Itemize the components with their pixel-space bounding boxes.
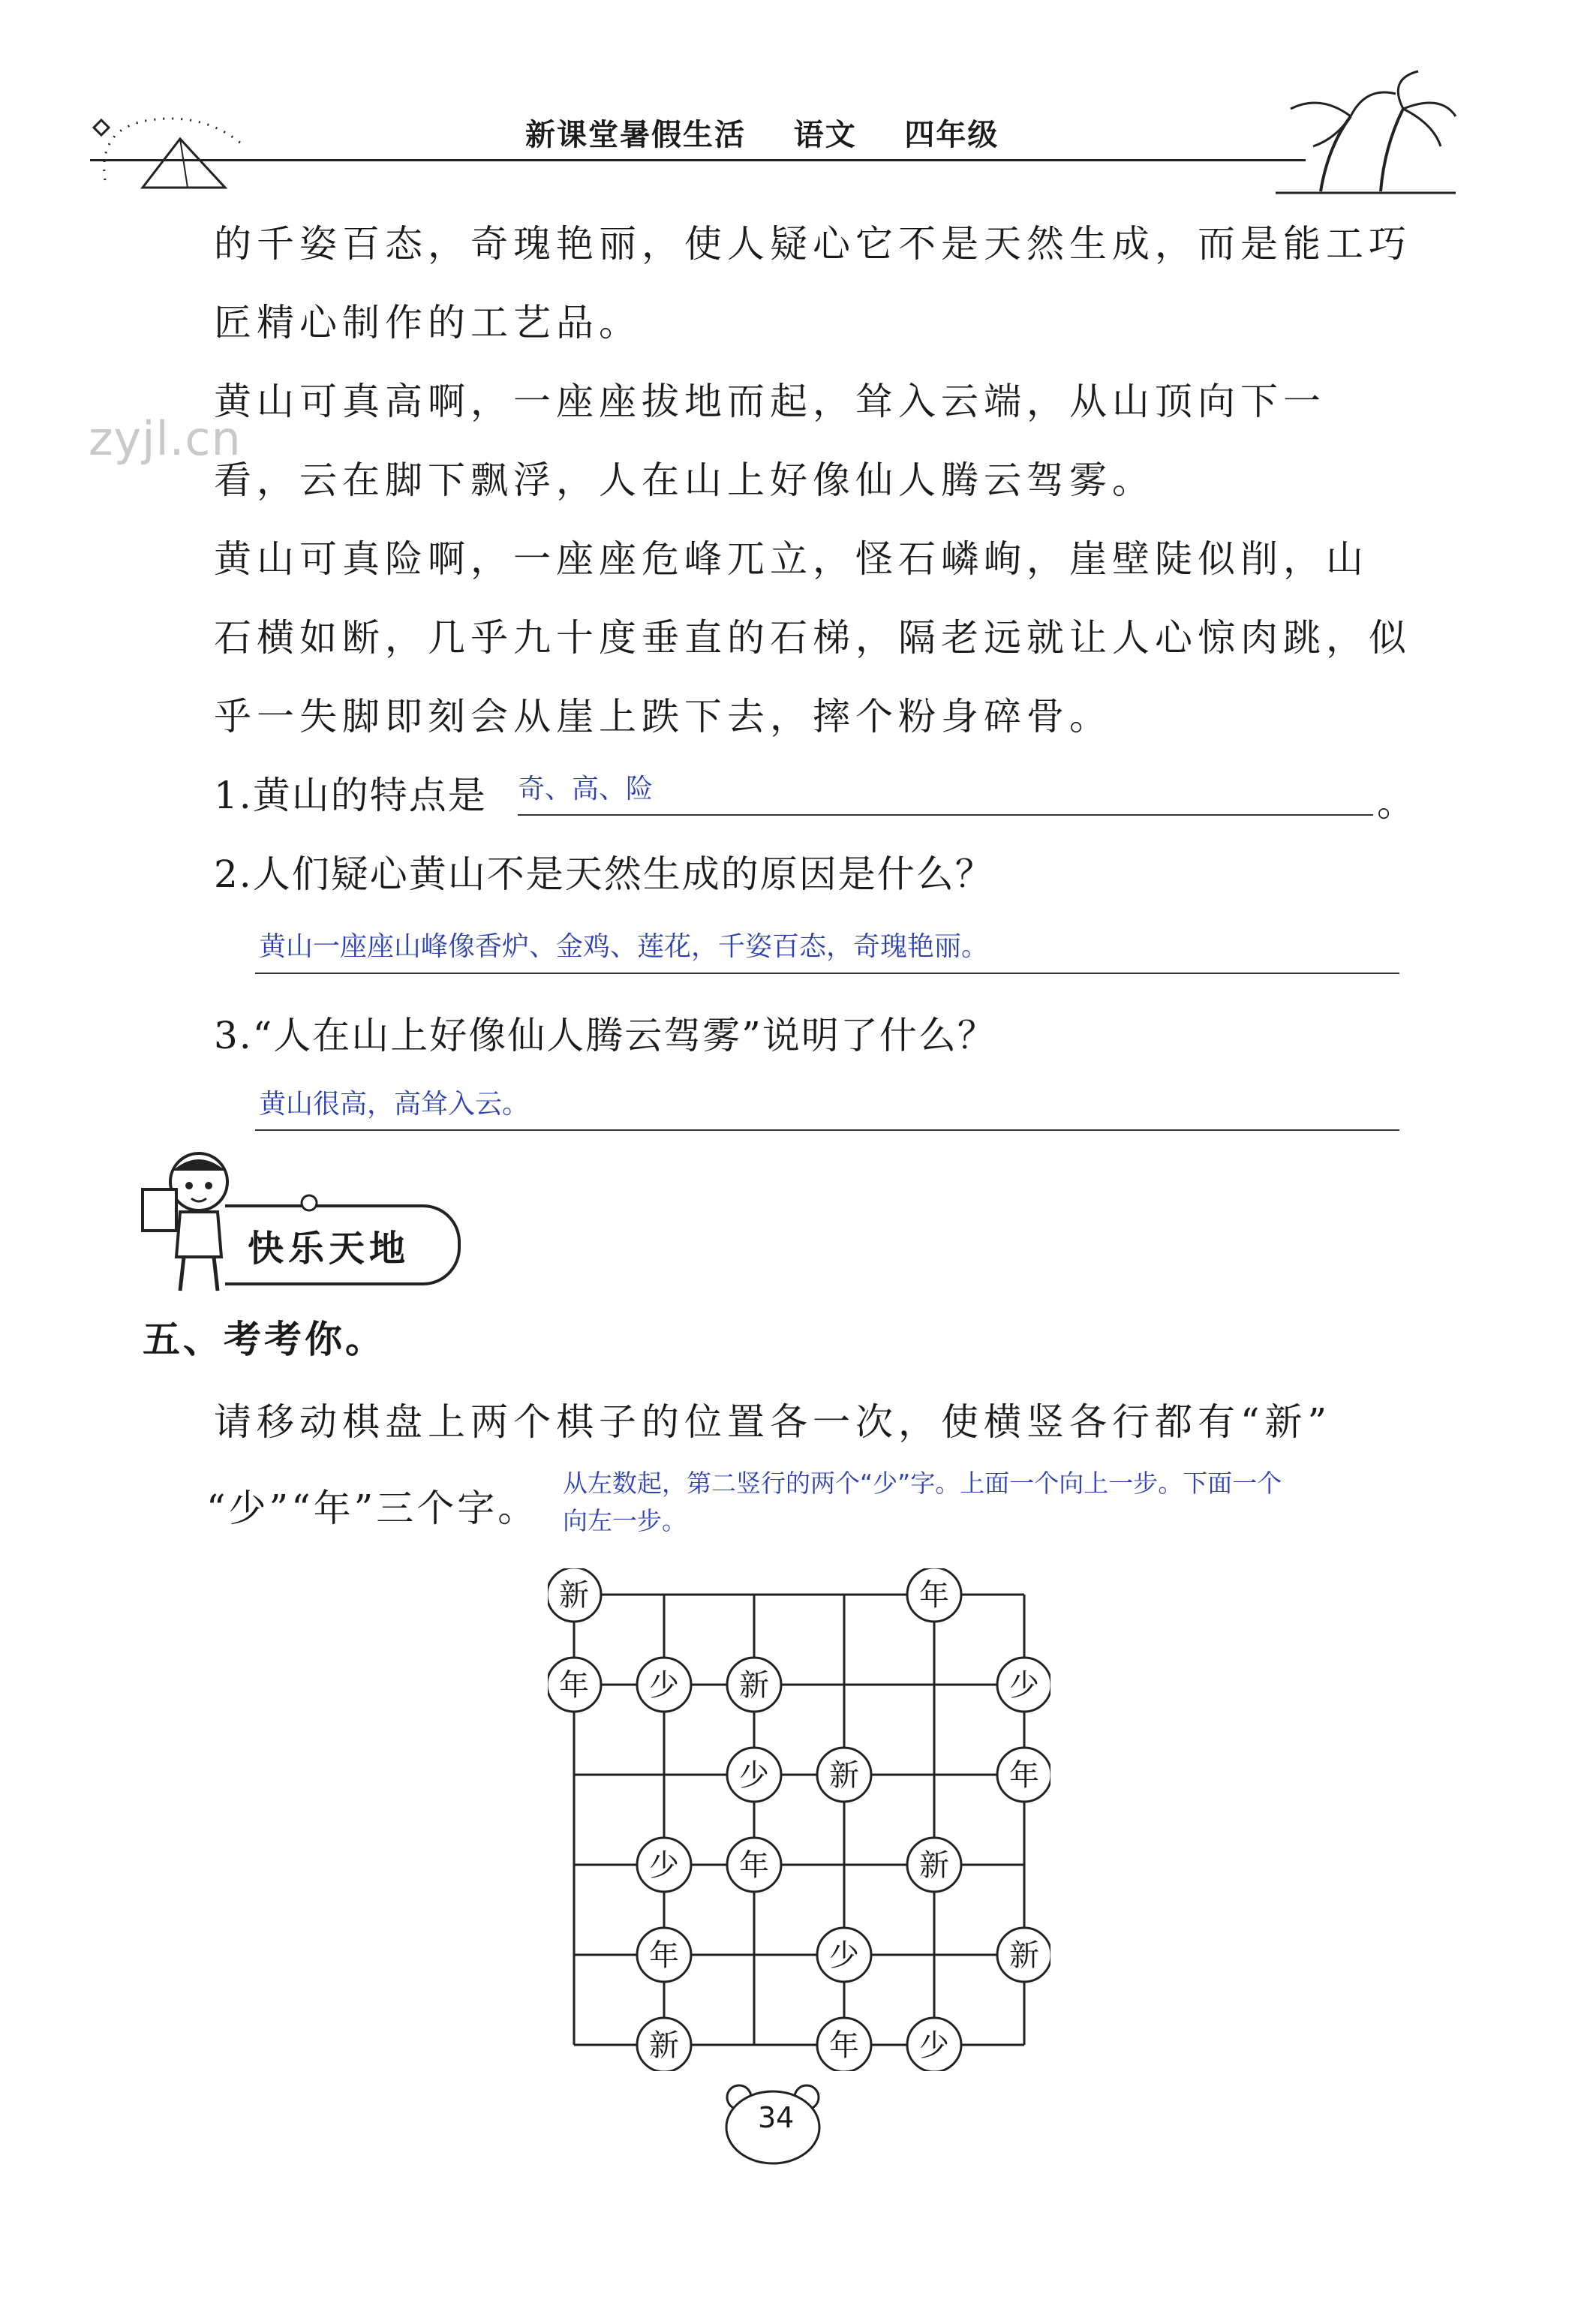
- board-piece-label: 年: [919, 1578, 949, 1613]
- watermark: zyjl.cn: [89, 411, 242, 466]
- page-number: 34: [758, 2101, 795, 2134]
- board-piece-label: 少: [829, 1938, 859, 1973]
- board-piece[interactable]: [997, 1748, 1050, 1802]
- board-piece[interactable]: [637, 1838, 691, 1892]
- board-piece[interactable]: [548, 1568, 601, 1622]
- chess-board: [548, 1568, 1050, 2071]
- question-3: 3.“人在山上好像仙人腾云驾雾”说明了什么？: [214, 1014, 996, 1057]
- board-piece-label: 新: [829, 1758, 859, 1793]
- board-piece[interactable]: [727, 1658, 781, 1712]
- board-piece[interactable]: [727, 1838, 781, 1892]
- passage-line: 匠精心制作的工艺品。: [214, 301, 642, 344]
- board-grid: [574, 1595, 1024, 2045]
- board-piece[interactable]: [817, 2018, 871, 2071]
- question-1-answer: 奇、高、险: [518, 774, 654, 804]
- board-piece[interactable]: [637, 1928, 691, 1982]
- exercise-answer: 从左数起，第二竖行的两个“少”字。上面一个向上一步。下面一个: [563, 1469, 1282, 1498]
- board-piece[interactable]: [907, 2018, 961, 2071]
- board-piece[interactable]: [907, 1838, 961, 1892]
- board-piece-label: 年: [1009, 1758, 1039, 1793]
- board-piece-label: 新: [919, 1848, 949, 1883]
- question-2-answer: 黄山一座座山峰像香炉、金鸡、莲花，千姿百态，奇瑰艳丽。: [259, 931, 989, 962]
- board-piece-label: 少: [739, 1758, 769, 1793]
- passage-line: 乎一失脚即刻会从崖上跌下去，摔个粉身碎骨。: [214, 695, 1112, 738]
- question-1: 1.黄山的特点是: [214, 774, 487, 817]
- exercise-heading: 五、考考你。: [143, 1317, 386, 1361]
- palm-tree-icon: [1261, 64, 1471, 199]
- header-title: 新课堂暑假生活 语文 四年级: [525, 118, 999, 152]
- board-piece-label: 新: [739, 1668, 769, 1703]
- board-piece[interactable]: [907, 1568, 961, 1622]
- board-piece[interactable]: [817, 1928, 871, 1982]
- question-3-answer: 黄山很高，高耸入云。: [259, 1089, 530, 1120]
- exercise-answer: 向左一步。: [563, 1506, 687, 1535]
- exercise-instruction: “少”“年”三个字。: [206, 1487, 539, 1530]
- question-1-period: 。: [1377, 781, 1420, 825]
- board-piece-label: 新: [559, 1578, 589, 1613]
- question-3-answer-line: [255, 1129, 1399, 1131]
- board-piece-label: 新: [1009, 1938, 1039, 1973]
- board-piece-label: 年: [739, 1848, 769, 1883]
- passage-line: 石横如断，几乎九十度垂直的石梯，隔老远就让人心惊肉跳，似: [214, 616, 1411, 660]
- question-2: 2.人们疑心黄山不是天然生成的原因是什么？: [214, 852, 994, 896]
- board-piece[interactable]: [637, 2018, 691, 2071]
- passage-line: 黄山可真高啊，一座座拔地而起，耸入云端，从山顶向下一: [214, 380, 1326, 423]
- board-piece[interactable]: [548, 1658, 601, 1712]
- question-1-answer-line: [518, 814, 1373, 816]
- board-piece-label: 少: [1009, 1668, 1039, 1703]
- passage-line: 黄山可真险啊，一座座危峰兀立，怪石嶙峋，崖壁陡似削，山: [214, 537, 1369, 581]
- passage-line: 的千姿百态，奇瑰艳丽，使人疑心它不是天然生成，而是能工巧: [214, 222, 1411, 266]
- board-piece-label: 新: [649, 2028, 679, 2063]
- passage-line: 看，云在脚下飘浮，人在山上好像仙人腾云驾雾。: [214, 458, 1155, 502]
- board-piece-label: 年: [829, 2028, 859, 2063]
- board-piece[interactable]: [637, 1658, 691, 1712]
- board-piece-label: 少: [649, 1848, 679, 1883]
- board-piece[interactable]: [997, 1658, 1050, 1712]
- question-2-answer-line: [255, 973, 1399, 974]
- board-piece[interactable]: [817, 1748, 871, 1802]
- board-piece-label: 少: [919, 2028, 949, 2063]
- board-piece[interactable]: [997, 1928, 1050, 1982]
- board-pieces: [548, 1568, 1050, 2071]
- board-piece-label: 少: [649, 1668, 679, 1703]
- tent-decoration-icon: [90, 98, 263, 210]
- section-banner-label: 快乐天地: [248, 1228, 410, 1270]
- board-piece-label: 年: [559, 1668, 589, 1703]
- board-piece[interactable]: [727, 1748, 781, 1802]
- banner-hook-icon: [294, 1192, 324, 1214]
- header-divider: [90, 159, 1306, 161]
- exercise-instruction: 请移动棋盘上两个棋子的位置各一次，使横竖各行都有“新”: [214, 1400, 1333, 1444]
- board-piece-label: 年: [649, 1938, 679, 1973]
